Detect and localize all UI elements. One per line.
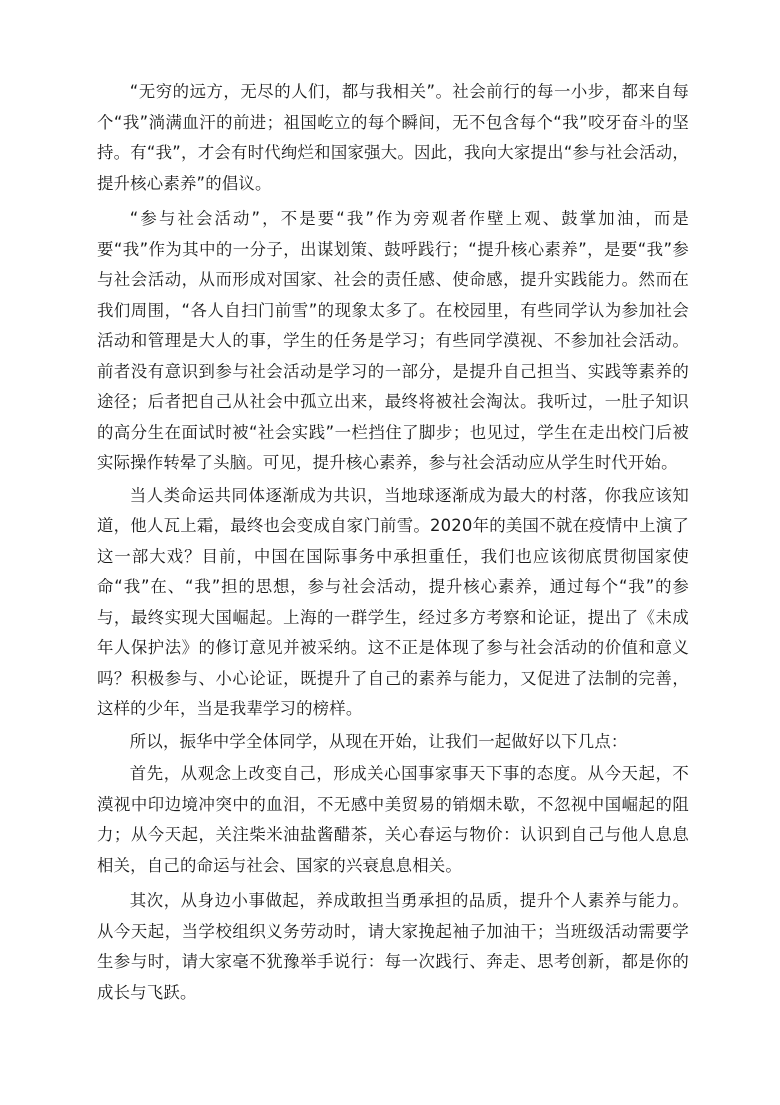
- paragraph-2: “参与社会活动”，不是要“我”作为旁观者作壁上观、鼓掌加油，而是要“我”作为其中的一分子，出谋划策、鼓呼践行；“提升核心素养”，是要“我”参与社会活动，从而形成对国家、社会的责任感、使命感，提升实践能力。然而在我们周围，“各人自扫门前雪”的现象太多了。在校园里，有些同学认为参加社会活动和管理是大人的事，学生的任务是学习；有些同学漠视、不参加社会活动。前者没有意识到参与社会活动是学习的一部分，是提升自己担当、实践等素养的途径；后者把自己从社会中孤立出来，最终将被社会淘汰。我听过，一肚子知识的高分生在面试时被“社会实践”一栏挡住了脚步；也见过，学生在走出校门后被实际操作转晕了头脑。可见，提升核心素养，参与社会活动应从学生时代开始。: [97, 209, 689, 472]
- paragraph-6: 其次，从身边小事做起，养成敢担当勇承担的品质，提升个人素养与能力。从今天起，当学校组织义务劳动时，请大家挽起袖子加油干；当班级活动需要学生参与时，请大家毫不犹豫举手说行：每一次践行、奔走、思考创新，都是你的成长与飞跃。: [97, 891, 689, 1002]
- paragraph-5: 首先，从观念上改变自己，形成关心国事家事天下事的态度。从今天起，不漠视中印边境冲突中的血泪，不无感中美贸易的销烟未歇，不忽视中国崛起的阻力；从今天起，关注柴米油盐酱醋茶，关心春运与物价：认识到自己与他人息息相关，自己的命运与社会、国家的兴衰息息相关。: [97, 764, 689, 875]
- document-body: [97, 77, 689, 1008]
- paragraph-4: 所以，振华中学全体同学，从现在开始，让我们一起做好以下几点：: [129, 731, 628, 751]
- paragraph-3: 当人类命运共同体逐渐成为共识，当地球逐渐成为最大的村落，你我应该知道，他人瓦上霜，最终也会变成自家门前雪。2020年的美国不就在疫情中上演了这一部大戏？目前，中国在国际事务中承担重任，我们也应该彻底贯彻国家使命“我”在、“我”担的思想，参与社会活动，提升核心素养，通过每个“我”的参与，最终实现大国崛起。上海的一群学生，经过多方考察和论证，提出了《未成年人保护法》的修订意见并被采纳。这不正是体现了参与社会活动的价值和意义吗？积极参与、小心论证，既提升了自己的素养与能力，又促进了法制的完善，这样的少年，当是我辈学习的榜样。: [97, 485, 689, 718]
- paragraph-1: “无穷的远方，无尽的人们，都与我相关”。社会前行的每一小步，都来自每个“我”淌满血汗的前进；祖国屹立的每个瞬间，无不包含每个“我”咬牙奋斗的坚持。有“我”，才会有时代绚烂和国家强大。因此，我向大家提出“参与社会活动，提升核心素养”的倡议。: [97, 82, 689, 193]
